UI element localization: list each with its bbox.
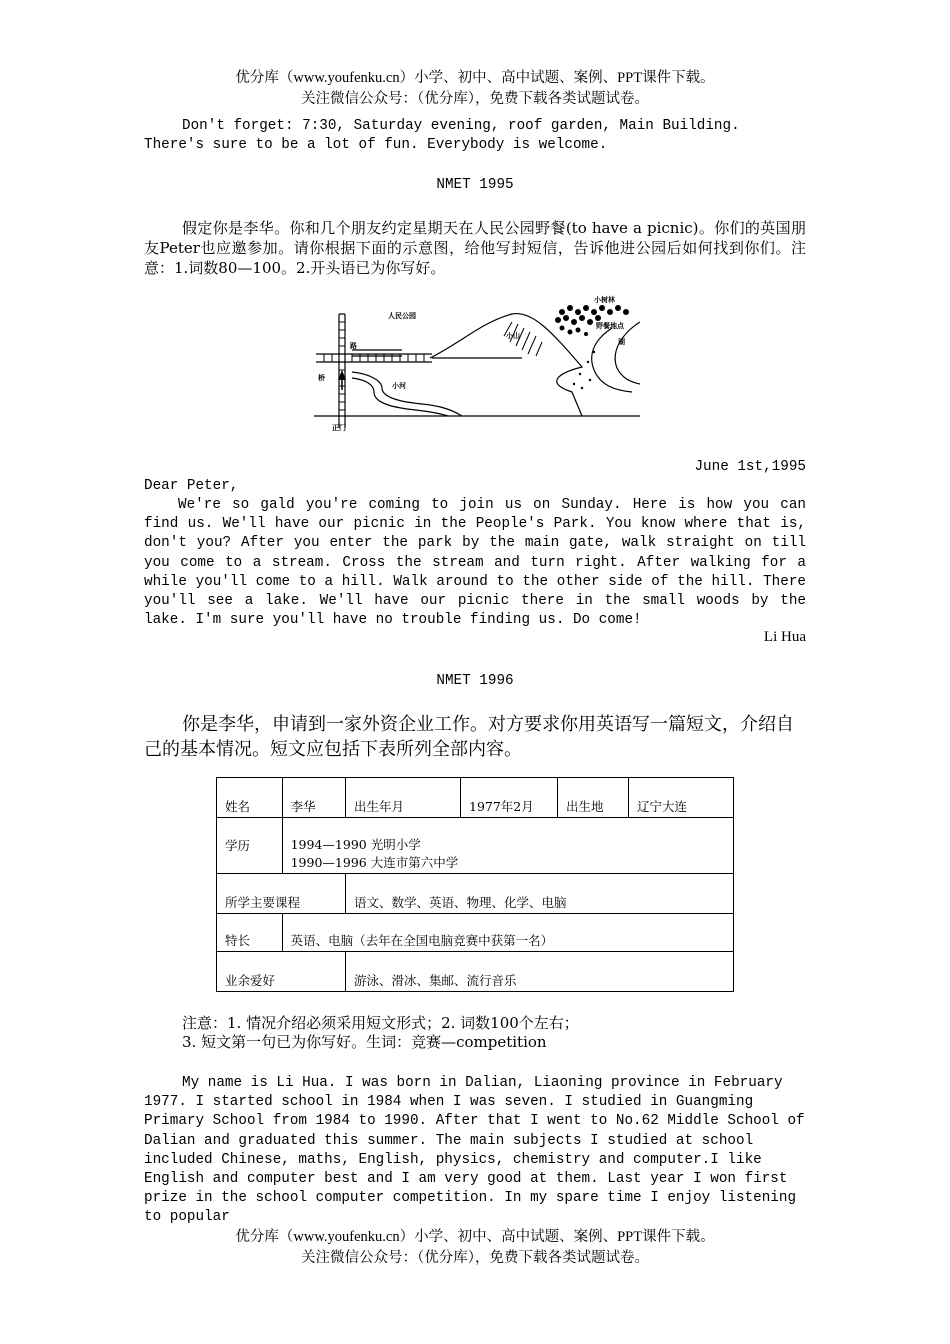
page-header-line1: 优分库（www.youfenku.cn）小学、初中、高中试题、案例、PPT课件下载。 bbox=[235, 70, 715, 86]
notes-line1: 注意：1. 情况介绍必须采用短文形式；2. 词数100个左右； bbox=[182, 1014, 579, 1032]
place-value: 辽宁大连 bbox=[629, 778, 734, 818]
skills-value: 英语、电脑（去年在全国电脑竞赛中获第一名） bbox=[282, 914, 733, 952]
map-label-park: 人民公园 bbox=[388, 312, 416, 320]
map-label-hill: 小山 bbox=[506, 332, 520, 340]
map-label-lake: 湖 bbox=[618, 338, 625, 346]
edu-label: 学历 bbox=[217, 818, 283, 874]
top-paragraph: Don't forget: 7:30, Saturday evening, roof garden, Main Building. There's sure to be a lot of fun. Everybody is welcome. bbox=[144, 118, 740, 154]
notes-line2: 3. 短文第一句已为你写好。生词：竞赛—competition bbox=[182, 1033, 547, 1051]
answer-1996: My name is Li Hua. I was born in Dalian, Liaoning province in February 1977. I started school in 1984 when I was seven. I studied in Guangming Primary School from 1984 to 1990. After that I went to No.62 Middle School of Dalian and graduated this summer. The main subjects I studied at school included Chinese, maths, English, physics, chemistry and computer.I like English and computer best and I am very good at them. Last year I won first prize in the school computer competition. In my spare time I enjoy listening to popular bbox=[144, 1075, 805, 1226]
hobbies-label: 业余爱好 bbox=[217, 952, 346, 992]
personal-info-table bbox=[216, 777, 734, 992]
name-value: 李华 bbox=[282, 778, 345, 818]
prompt-1995: 假定你是李华。你和几个朋友约定星期天在人民公园野餐(to have a picnic)。你们的英国朋友Peter也应邀参加。请你根据下面的示意图，给他写封短信，告诉他进公园后如何找到你们。注意：1.词数80—100。2.开头语已为你写好。 bbox=[144, 219, 806, 277]
map-label-gate: 正门 bbox=[332, 424, 346, 432]
map-label-road: 路 bbox=[350, 342, 357, 350]
letter-date: June 1st,1995 bbox=[694, 459, 806, 475]
courses-value: 语文、数学、英语、物理、化学、电脑 bbox=[346, 874, 734, 914]
edu-line1: 1994—1990 光明小学 bbox=[290, 837, 421, 852]
park-map bbox=[312, 292, 644, 432]
hobbies-value: 游泳、滑冰、集邮、流行音乐 bbox=[346, 952, 734, 992]
skills-label: 特长 bbox=[217, 914, 283, 952]
section-title-1995: NMET 1995 bbox=[436, 177, 514, 193]
edu-line2: 1990—1996 大连市第六中学 bbox=[290, 855, 459, 870]
place-label: 出生地 bbox=[558, 778, 629, 818]
page-header-line2: 关注微信公众号：（优分库），免费下载各类试题试卷。 bbox=[301, 91, 649, 107]
section-title-1996: NMET 1996 bbox=[436, 673, 514, 689]
map-label-stream: 小河 bbox=[392, 382, 406, 390]
birth-value: 1977年2月 bbox=[461, 778, 558, 818]
prompt-1996: 你是李华，申请到一家外资企业工作。对方要求你用英语写一篇短文，介绍自己的基本情况。短文应包括下表所列全部内容。 bbox=[144, 714, 794, 760]
courses-label: 所学主要课程 bbox=[217, 874, 346, 914]
page-footer-line1: 优分库（www.youfenku.cn）小学、初中、高中试题、案例、PPT课件下载。 bbox=[235, 1229, 715, 1245]
letter-body: We're so gald you're coming to join us on Sunday. Here is how you can find us. We'll have our picnic in the People's Park. You know where that is, don't you? After you enter the park by the main gate, walk straight on till you come to a stream. Cross the stream and turn right. After walking for a while you'll come to a hill. Walk around to the other side of the hill. There you'll see a lake. We'll have our picnic there in the small woods by the lake. I'm sure you'll have no trouble finding us. Do come! bbox=[144, 497, 806, 629]
name-label: 姓名 bbox=[217, 778, 283, 818]
map-label-woods: 小树林 bbox=[594, 296, 615, 304]
page-footer-line2: 关注微信公众号：（优分库），免费下载各类试题试卷。 bbox=[301, 1250, 649, 1266]
birth-label: 出生年月 bbox=[346, 778, 461, 818]
letter-signature: Li Hua bbox=[763, 629, 806, 645]
map-label-picnic: 野餐地点 bbox=[596, 322, 624, 330]
map-label-bridge: 桥 bbox=[318, 374, 325, 382]
letter-greeting: Dear Peter, bbox=[144, 478, 239, 494]
